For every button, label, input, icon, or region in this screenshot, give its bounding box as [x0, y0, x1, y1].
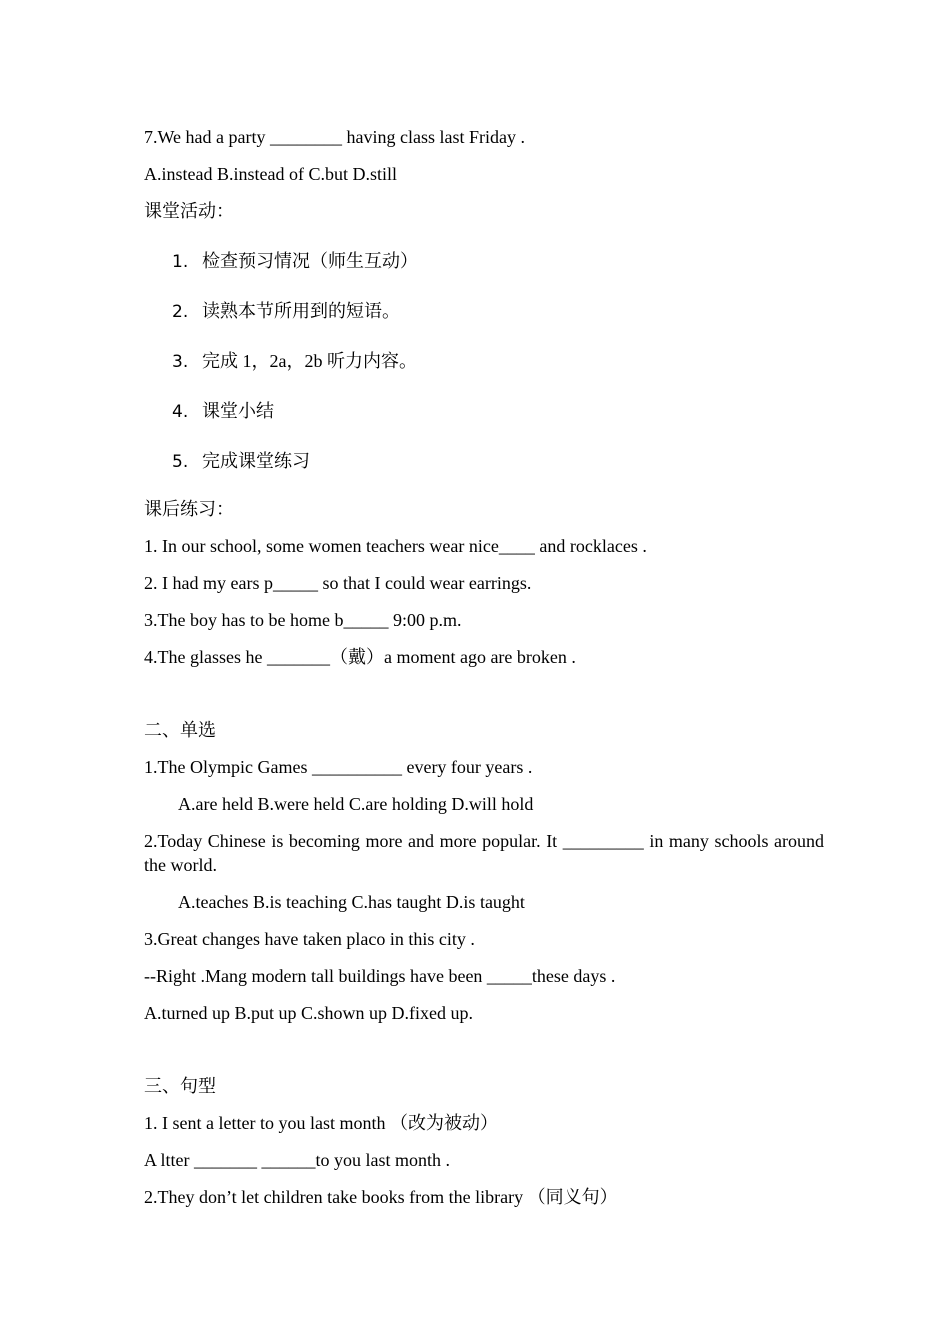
- choice-question-3-options: A.turned up B.put up C.shown up D.fixed up.: [144, 1003, 473, 1023]
- pattern-question-1: 1. I sent a letter to you last month （改为被动）: [144, 1113, 498, 1133]
- single-choice-heading: 二、单选: [144, 720, 216, 740]
- sentence-patterns-heading: 三、句型: [144, 1076, 216, 1096]
- item-text: 课堂小结: [202, 401, 274, 421]
- item-number: 3.: [172, 352, 189, 372]
- classroom-item: [172, 299, 400, 324]
- classroom-item: [172, 399, 274, 424]
- classroom-item: [172, 449, 310, 474]
- item-number: 2.: [172, 302, 189, 322]
- choice-question-3-response: --Right .Mang modern tall buildings have been _____these days .: [144, 966, 616, 986]
- classroom-item: [172, 349, 417, 374]
- choice-question-1: 1.The Olympic Games __________ every four years .: [144, 757, 533, 777]
- question-7: 7.We had a party ________ having class last Friday .: [144, 127, 525, 147]
- item-number: 5.: [172, 452, 189, 472]
- homework-heading: 课后练习：: [144, 499, 234, 519]
- choice-question-3: 3.Great changes have taken placo in this city .: [144, 929, 475, 949]
- choice-question-1-options: A.are held B.were held C.are holding D.will hold: [178, 794, 534, 814]
- item-text: 检查预习情况（师生互动）: [202, 251, 418, 271]
- choice-question-2-options: A.teaches B.is teaching C.has taught D.is taught: [178, 892, 525, 912]
- item-text: 完成 1，2a，2b 听力内容。: [202, 351, 417, 371]
- classroom-item: [172, 249, 418, 274]
- homework-line: 2. I had my ears p_____ so that I could wear earrings.: [144, 573, 532, 593]
- pattern-question-2: 2.They don’t let children take books from the library （同义句）: [144, 1187, 618, 1207]
- homework-line: 3.The boy has to be home b_____ 9:00 p.m.: [144, 610, 462, 630]
- homework-line: 1. In our school, some women teachers wear nice____ and rocklaces .: [144, 536, 647, 556]
- item-text: 完成课堂练习: [202, 451, 310, 471]
- homework-line: 4.The glasses he _______（戴）a moment ago are broken .: [144, 647, 576, 667]
- item-number: 4.: [172, 402, 189, 422]
- classroom-activities-heading: 课堂活动：: [144, 201, 234, 221]
- choice-question-2: 2.Today Chinese is becoming more and more popular. It _________ in many schools around the world.: [144, 831, 824, 875]
- pattern-question-1-answer: A ltter _______ ______to you last month .: [144, 1150, 450, 1170]
- question-7-options: A.instead B.instead of C.but D.still: [144, 164, 397, 184]
- item-number: 1.: [172, 252, 189, 272]
- item-text: 读熟本节所用到的短语。: [202, 301, 400, 321]
